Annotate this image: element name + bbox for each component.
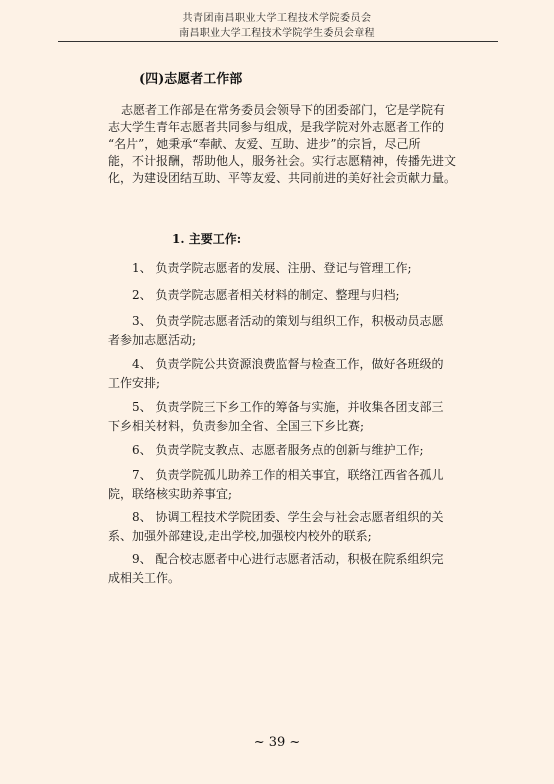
duty-item-line: 8、 协调工程技术学院团委、学生会与社会志愿者组织的关: [132, 510, 444, 524]
duty-item: [108, 441, 484, 460]
duty-item-line: 3、 负责学院志愿者活动的策划与组织工作，积极动员志愿: [132, 314, 444, 328]
duty-item: [108, 508, 484, 546]
header-organization: 共青团南昌职业大学工程技术学院委员会: [182, 13, 372, 24]
section-intro-paragraph: [108, 102, 484, 187]
intro-line: 志愿者工作部是在常务委员会领导下的团委部门，它是学院有: [121, 103, 446, 117]
duty-item-line: 成相关工作。: [108, 571, 181, 585]
duty-item: [108, 312, 484, 350]
duty-item-line: 7、 负责学院孤儿助养工作的相关事宜，联络江西省各孤儿: [132, 468, 444, 482]
duty-item-line: 工作安排;: [108, 376, 161, 390]
duty-item-line: 系、加强外部建设,走出学校,加强校内校外的联系;: [108, 529, 372, 543]
intro-line: “名片”，她秉承“奉献、友爱、互助、进步”的宗旨，尽己所: [108, 137, 421, 151]
header-document-title: 南昌职业大学工程技术学院学生委员会章程: [179, 28, 375, 39]
duty-item: [108, 355, 484, 393]
duties-heading: 1. 主要工作:: [172, 232, 242, 246]
intro-line: 志大学生青年志愿者共同参与组成，是我学院对外志愿者工作的: [108, 120, 445, 134]
duty-item-line: 2、 负责学院志愿者相关材料的制定、整理与归档;: [132, 288, 400, 302]
header-divider: [58, 41, 498, 42]
page-number: ~ 39 ~: [253, 735, 301, 750]
section-title: (四)志愿者工作部: [139, 72, 243, 87]
duty-item: [108, 259, 484, 278]
duty-item-line: 1、 负责学院志愿者的发展、注册、登记与管理工作;: [132, 261, 412, 275]
duty-item-line: 下乡相关材料，负责参加全省、全国三下乡比赛;: [108, 419, 365, 433]
duty-item-line: 9、 配合校志愿者中心进行志愿者活动，积极在院系组织完: [132, 552, 444, 566]
duty-item: [108, 550, 484, 588]
duty-item-line: 6、 负责学院支教点、志愿者服务点的创新与维护工作;: [132, 443, 424, 457]
duty-item-line: 4、 负责学院公共资源浪费监督与检查工作，做好各班级的: [132, 357, 444, 371]
duty-item: [108, 398, 484, 436]
intro-line: 化，为建设团结互助、平等友爱、共同前进的美好社会贡献力量。: [108, 171, 457, 185]
duty-item-line: 者参加志愿活动;: [108, 333, 197, 347]
duty-item: [108, 286, 484, 305]
duty-item-line: 5、 负责学院三下乡工作的筹备与实施，并收集各团支部三: [132, 400, 444, 414]
intro-line: 能，不计报酬，帮助他人，服务社会。实行志愿精神，传播先进文: [108, 154, 457, 168]
duty-item: [108, 466, 484, 504]
duty-item-line: 院，联络核实助养事宜;: [108, 487, 233, 501]
